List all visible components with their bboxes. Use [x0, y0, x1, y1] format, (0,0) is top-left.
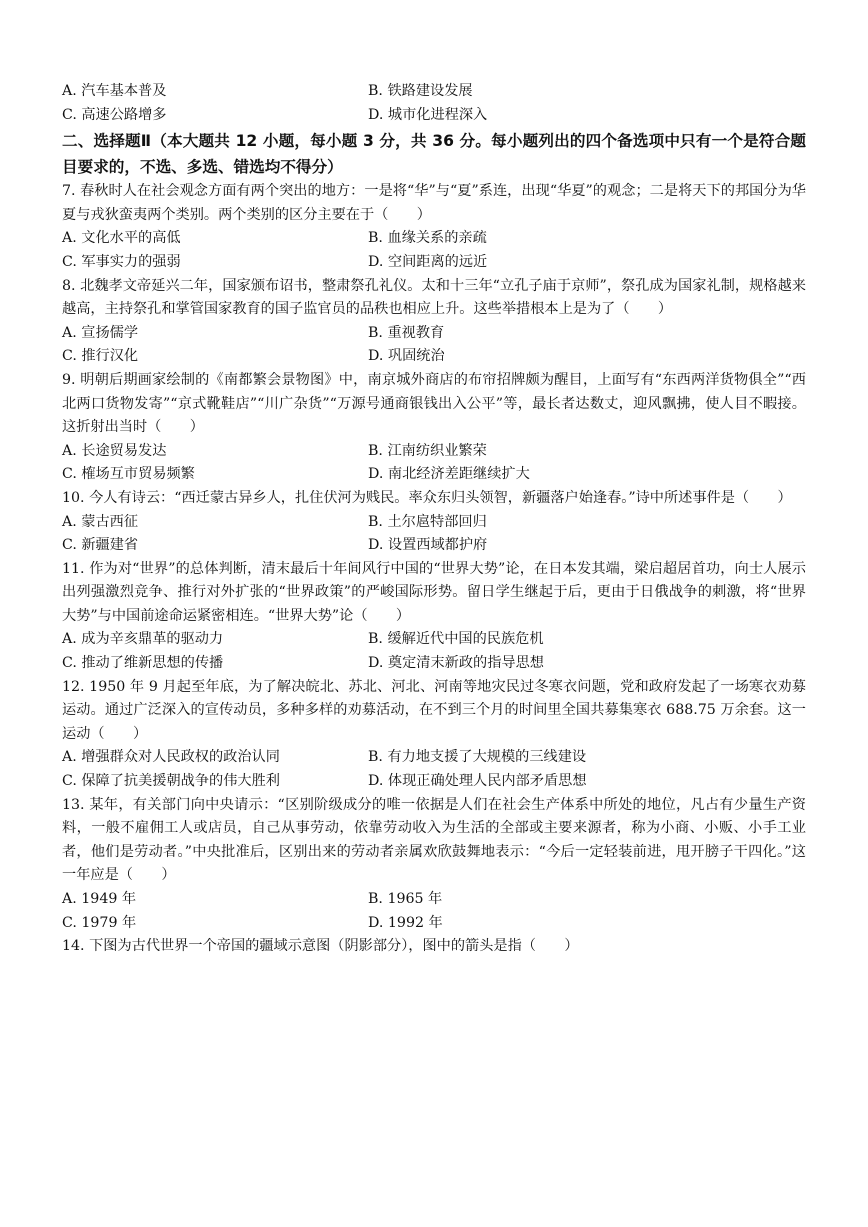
answer-option: A. 增强群众对人民政权的政治认同 — [62, 749, 280, 766]
question-stem: 8. 北魏孝文帝延兴二年，国家颁布诏书，整肃祭孔礼仪。太和十三年“立孔子庙于京师”，祭孔成为国家礼制，规格越来越高，主持祭孔和掌管国家教育的国子监官员的品秩也相应上升。这些举措根本上是为了（ ） — [62, 277, 806, 318]
answer-option: C. 军事实力的强弱 — [62, 253, 181, 270]
answer-option: A. 文化水平的高低 — [62, 230, 181, 247]
option-row — [62, 652, 806, 676]
option-row — [62, 511, 806, 535]
option-row — [62, 104, 806, 128]
previous-question-options — [62, 80, 806, 127]
answer-option: C. 新疆建省 — [62, 537, 139, 554]
answer-option: D. 体现正确处理人民内部矛盾思想 — [368, 773, 587, 790]
option-row — [62, 770, 806, 794]
question-stem: 9. 明朝后期画家绘制的《南都繁会景物图》中，南京城外商店的布帘招牌颇为醒目，上面写有“东西两洋货物俱全”“西北两口货物发寄”“京式靴鞋店”“川广杂货”“万源号通商银钱出入公平”等，最长者达数丈，迎风飘拂，使人目不暇接。这折射出当时（ ） — [62, 371, 806, 436]
question-block — [62, 487, 806, 558]
question-block — [62, 676, 806, 794]
answer-option: C. 高速公路增多 — [62, 106, 167, 123]
answer-option: C. 榷场互市贸易频繁 — [62, 466, 195, 483]
answer-option: B. 血缘关系的亲疏 — [368, 230, 487, 247]
option-row — [62, 440, 806, 464]
answer-option: C. 推行汉化 — [62, 348, 139, 365]
answer-option: A. 长途贸易发达 — [62, 442, 167, 459]
question-stem: 7. 春秋时人在社会观念方面有两个突出的地方：一是将“华”与“夏”系连，出现“华夏”的观念；二是将天下的邦国分为华夏与戎狄蛮夷两个类别。两个类别的区分主要在于（ ） — [62, 183, 806, 223]
option-row — [62, 888, 806, 912]
question-block — [62, 935, 806, 959]
option-row — [62, 628, 806, 652]
question-stem: 14. 下图为古代世界一个帝国的疆域示意图（阴影部分），图中的箭头是指（ ） — [62, 938, 579, 955]
question-list — [62, 180, 806, 959]
answer-option: B. 铁路建设发展 — [368, 83, 473, 99]
option-row — [62, 912, 806, 936]
option-row — [62, 463, 806, 487]
section-title: 二、选择题Ⅱ（本大题共 12 小题，每小题 3 分，共 36 分。每小题列出的四个备选项中只有一个是符合题目要求的，不选、多选、错选均不得分） — [62, 132, 806, 177]
answer-option: D. 奠定清末新政的指导思想 — [368, 655, 544, 672]
option-row — [62, 534, 806, 558]
option-row — [62, 322, 806, 346]
answer-option: A. 1949 年 — [62, 891, 137, 907]
option-row — [62, 345, 806, 369]
option-row — [62, 80, 806, 104]
answer-option: D. 南北经济差距继续扩大 — [368, 466, 530, 483]
answer-option: D. 城市化进程深入 — [368, 106, 488, 123]
answer-option: B. 缓解近代中国的民族危机 — [368, 631, 544, 648]
answer-option: B. 有力地支援了大规模的三线建设 — [368, 749, 587, 766]
option-row — [62, 251, 806, 275]
answer-option: A. 宣扬儒学 — [62, 324, 139, 341]
answer-option: D. 设置西域都护府 — [368, 537, 488, 554]
answer-option: A. 成为辛亥鼎革的驱动力 — [62, 631, 224, 648]
answer-option: B. 江南纺织业繁荣 — [368, 442, 487, 459]
answer-option: C. 1979 年 — [62, 914, 137, 931]
answer-option: D. 1992 年 — [368, 914, 443, 931]
answer-option: B. 土尔扈特部回归 — [368, 513, 487, 530]
answer-option: B. 重视教育 — [368, 324, 445, 341]
question-stem: 10. 今人有诗云：“西迁蒙古异乡人，扎住伏河为贱民。率众东归头领智，新疆落户始逢春。”诗中所述事件是（ ） — [62, 489, 792, 506]
answer-option: C. 保障了抗美援朝战争的伟大胜利 — [62, 773, 280, 790]
question-stem: 12. 1950 年 9 月起至年底，为了解决皖北、苏北、河北、河南等地灾民过冬寒衣问题，党和政府发起了一场寒衣劝募运动。通过广泛深入的宣传动员，多种多样的劝募活动，在不到三个月的时间里全国共募集寒衣 688.75 万余套。这一运动（ ） — [62, 678, 806, 742]
answer-option: A. 汽车基本普及 — [62, 83, 167, 99]
question-block — [62, 180, 806, 274]
question-block — [62, 275, 806, 369]
question-block — [62, 794, 806, 936]
question-stem: 11. 作为对“世界”的总体判断，清末最后十年间风行中国的“世界大势”论，在日本发其端，梁启超居首功，向士人展示出列强激烈竞争、推行对外扩张的“世界政策”的严峻国际形势。留日学生继起于后，更由于日俄战争的刺激，将“世界大势”与中国前途命运紧密相连。“世界大势”论（ ） — [62, 560, 806, 624]
answer-option: C. 推动了维新思想的传播 — [62, 655, 224, 672]
option-row — [62, 227, 806, 251]
question-stem: 13. 某年，有关部门向中央请示：“区别阶级成分的唯一依据是人们在社会生产体系中所处的地位，凡占有少量生产资料，一般不雇佣工人或店员，自己从事劳动，依靠劳动收入为生活的全部或主要来源者，称为小商、小贩、小手工业者，他们是劳动者。”中央批准后，区别出来的劳动者亲属欢欣鼓舞地表示：“今后一定轻装前进，甩开膀子干四化。”这一年应是（ ） — [62, 796, 806, 884]
answer-option: B. 1965 年 — [368, 891, 443, 907]
answer-option: D. 空间距离的远近 — [368, 253, 488, 270]
question-block — [62, 558, 806, 676]
option-row — [62, 746, 806, 770]
answer-option: D. 巩固统治 — [368, 348, 445, 365]
question-block — [62, 369, 806, 487]
answer-option: A. 蒙古西征 — [62, 513, 139, 530]
